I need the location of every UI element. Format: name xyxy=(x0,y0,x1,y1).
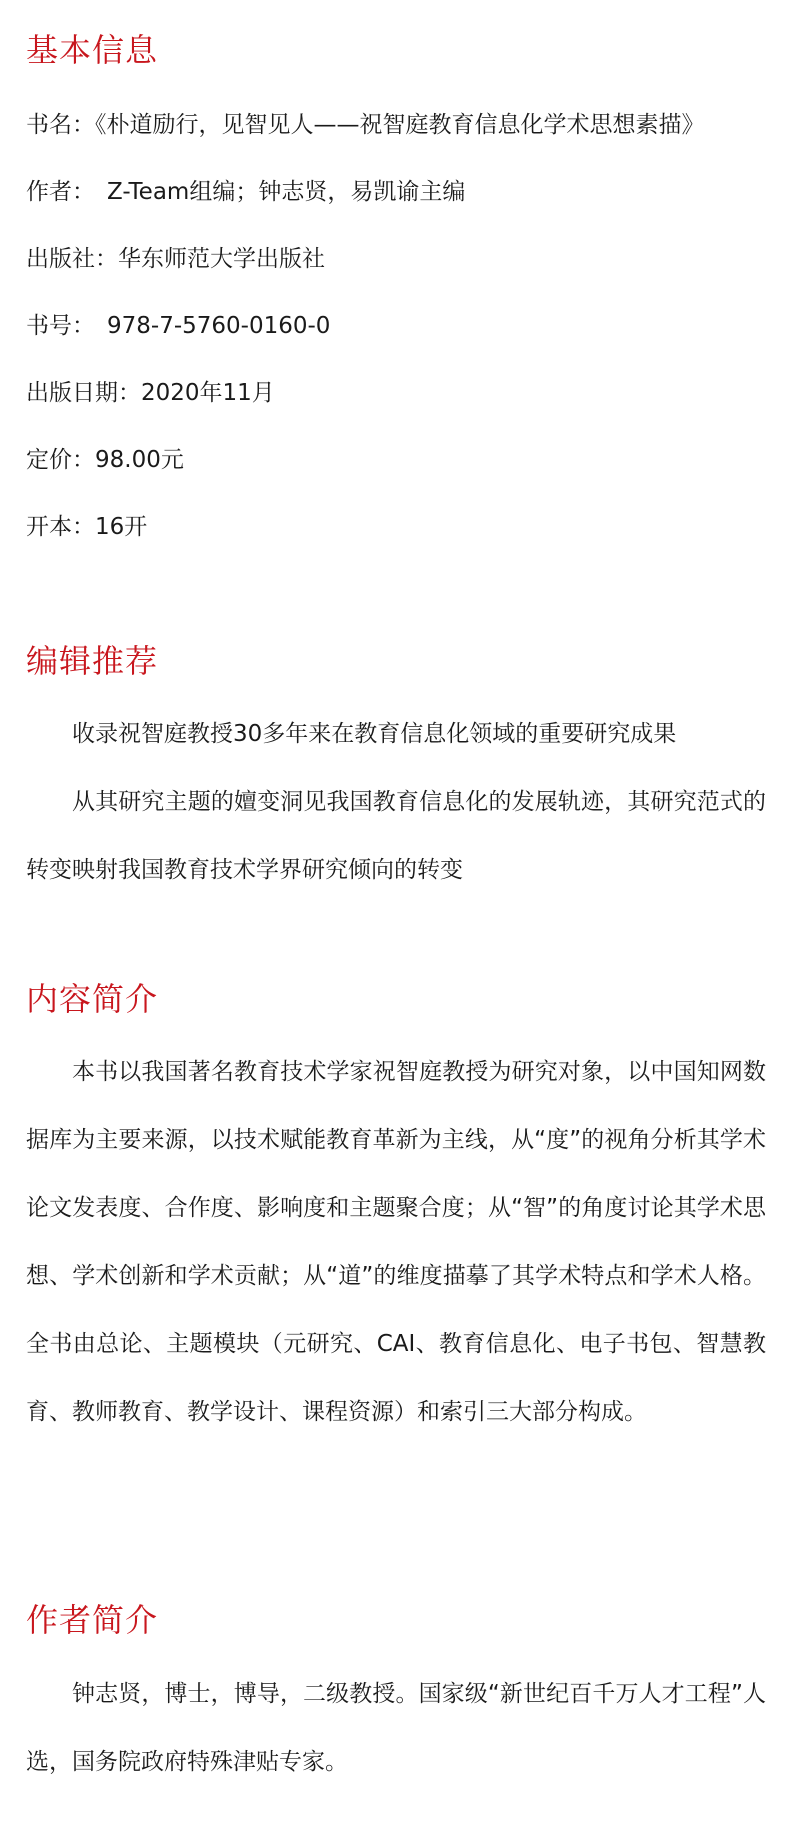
book-name-row xyxy=(26,110,705,140)
author-intro-paragraph: 钟志贤，博士，博导，二级教授。国家级“新世纪百千万人才工程”人选，国务院政府特殊津贴专家。 xyxy=(26,1681,766,1775)
publisher-row xyxy=(26,244,325,274)
date-row xyxy=(26,378,275,408)
author-intro-heading: 作者简介 xyxy=(26,1601,159,1639)
price-value: 98.00元 xyxy=(95,447,184,473)
format-row xyxy=(26,512,147,542)
isbn-row xyxy=(26,311,330,341)
publisher-label: 出版社： xyxy=(26,246,118,272)
isbn-label: 书号： xyxy=(26,313,95,339)
basic-info-heading: 基本信息 xyxy=(26,31,159,69)
content-intro-heading: 内容简介 xyxy=(26,980,159,1018)
price-row xyxy=(26,445,184,475)
publisher-value: 华东师范大学出版社 xyxy=(118,246,325,272)
isbn-value: 978-7-5760-0160-0 xyxy=(107,313,331,339)
author-value: Z-Team组编；钟志贤，易凯谕主编 xyxy=(107,179,466,205)
book-name-label: 书名： xyxy=(26,112,95,138)
editor-recommend-heading: 编辑推荐 xyxy=(26,642,159,680)
format-label: 开本： xyxy=(26,514,95,540)
format-value: 16开 xyxy=(95,514,148,540)
author-row xyxy=(26,177,465,207)
editor-recommend-paragraph: 收录祝智庭教授30多年来在教育信息化领域的重要研究成果 xyxy=(72,721,677,747)
date-value: 2020年11月 xyxy=(141,380,275,406)
date-label: 出版日期： xyxy=(26,380,141,406)
author-label: 作者： xyxy=(26,179,95,205)
editor-recommend-paragraph: 从其研究主题的嬗变洞见我国教育信息化的发展轨迹，其研究范式的转变映射我国教育技术学界研究倾向的转变 xyxy=(26,789,766,883)
content-intro-paragraph: 本书以我国著名教育技术学家祝智庭教授为研究对象，以中国知网数据库为主要来源，以技术赋能教育革新为主线，从“度”的视角分析其学术论文发表度、合作度、影响度和主题聚合度；从“智”的角度讨论其学术思想、学术创新和学术贡献；从“道”的维度描摹了其学术特点和学术人格。全书由总论、主题模块（元研究、CAI、教育信息化、电子书包、智慧教育、教师教育、教学设计、课程资源）和索引三大部分构成。 xyxy=(26,1059,766,1425)
book-name-value: 《朴道励行，见智见人——祝智庭教育信息化学术思想素描》 xyxy=(95,112,705,138)
price-label: 定价： xyxy=(26,447,95,473)
